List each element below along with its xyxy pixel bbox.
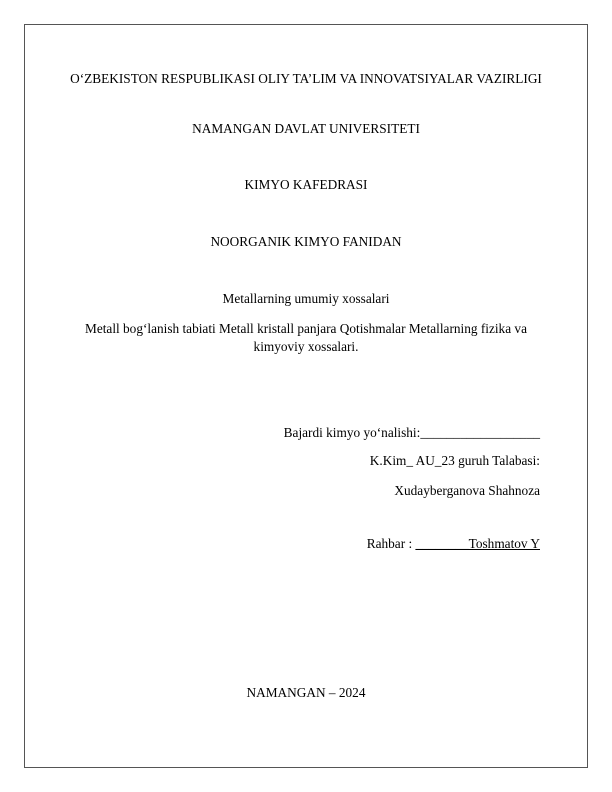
supervisor-label: Rahbar : — [366, 536, 416, 551]
university-title: NAMANGAN DAVLAT UNIVERSITETI — [192, 121, 420, 136]
topic-title: Metallarning umumiy xossalari — [222, 291, 390, 306]
performer-label: Bajardi kimyo yo‘nalishi:__________________ — [283, 425, 540, 440]
topic-details: Metall bog‘lanish tabiati Metall kristall panjara Qotishmalar Metallarning fizika va kimyoviy xossalari. — [85, 321, 527, 354]
performer-name: Xudayberganova Shahnoza — [394, 483, 540, 498]
subject-title: NOORGANIK KIMYO FANIDAN — [210, 234, 402, 249]
supervisor-name: ________Toshmatov Y — [415, 536, 540, 551]
performer-group: K.Kim_ AU_23 guruh Talabasi: — [369, 453, 540, 468]
footer-city-year: NAMANGAN – 2024 — [246, 685, 366, 700]
ministry-title: O‘ZBEKISTON RESPUBLIKASI OLIY TA’LIM VA INNOVATSIYALAR VAZIRLIGI — [70, 71, 542, 86]
department-title: KIMYO KAFEDRASI — [244, 177, 368, 192]
supervisor-line — [60, 535, 540, 553]
